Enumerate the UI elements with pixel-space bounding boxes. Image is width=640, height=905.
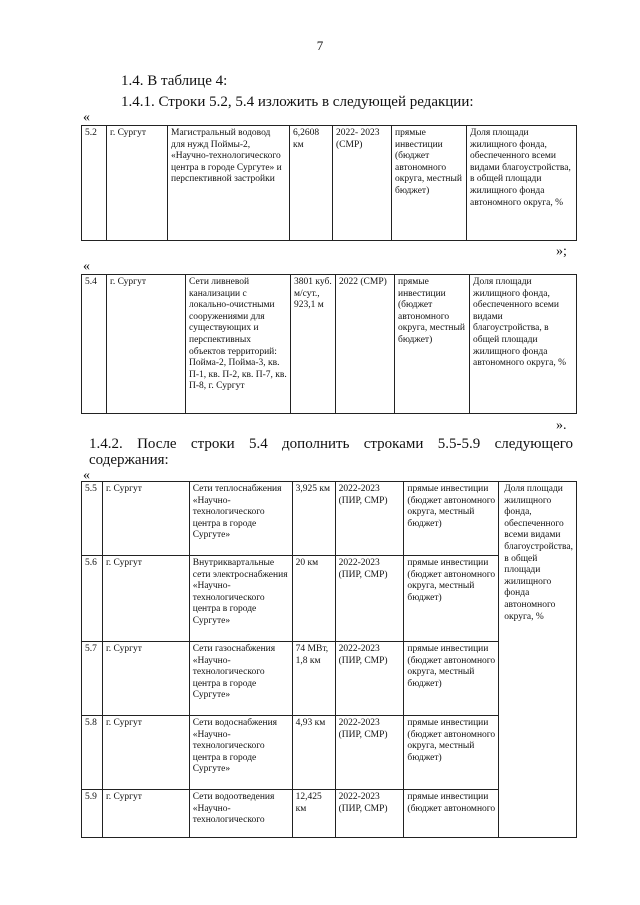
source-cell: прямые инвестиции (бюджет автономного округа, местный бюджет) <box>404 556 499 642</box>
indicator-cell: Доля площади жилищного фонда, обеспеченного всеми видами благоустройства, в общей площади жилищного фонда автономного округа, % <box>467 126 577 241</box>
source-cell: прямые инвестиции (бюджет автономного округа, местный бюджет) <box>404 642 499 716</box>
capacity-cell: 3801 куб. м/сут., 923,1 м <box>291 275 336 414</box>
row-number: 5.5 <box>82 482 103 556</box>
row-number: 5.9 <box>82 790 103 838</box>
period-cell: 2022-2023 (ПИР, СМР) <box>335 556 404 642</box>
subsection-heading: 1.4.1. Строки 5.2, 5.4 изложить в следующей редакции: <box>121 94 474 110</box>
table-row-5-2 <box>81 125 577 241</box>
paragraph-text: 1.4.2. После строки 5.4 дополнить строками 5.5-5.9 следующего <box>89 436 573 452</box>
period-cell: 2022- 2023 (СМР) <box>333 126 392 241</box>
period-cell: 2022 (СМР) <box>336 275 395 414</box>
city-cell: г. Сургут <box>102 642 189 716</box>
row-number: 5.4 <box>82 275 107 414</box>
capacity-cell: 74 МВт, 1,8 км <box>292 642 335 716</box>
capacity-cell: 6,2608 км <box>290 126 333 241</box>
city-cell: г. Сургут <box>107 275 186 414</box>
capacity-cell: 4,93 км <box>292 716 335 790</box>
open-quote: « <box>83 468 90 483</box>
source-cell: прямые инвестиции (бюджет автономного округа, местный бюджет) <box>404 482 499 556</box>
capacity-cell: 12,425 км <box>292 790 335 838</box>
row-number: 5.8 <box>82 716 103 790</box>
row-number: 5.6 <box>82 556 103 642</box>
city-cell: г. Сургут <box>107 126 168 241</box>
object-cell: Сети теплоснабжения «Научно-технологического центра в городе Сургуте» <box>189 482 292 556</box>
table-row <box>82 275 577 414</box>
object-cell: Сети ливневой канализации с локально-очистными сооружениями для существующих и перспективных объектов территорий: Пойма-2, Пойма-3, кв. П-1, кв. П-2, кв. П-7, кв. П-8, г. Сургут <box>186 275 291 414</box>
source-cell: прямые инвестиции (бюджет автономного <box>404 790 499 838</box>
table-rows-5-5-to-5-9 <box>81 481 577 838</box>
city-cell: г. Сургут <box>102 482 189 556</box>
source-cell: прямые инвестиции (бюджет автономного округа, местный бюджет) <box>395 275 470 414</box>
period-cell: 2022-2023 (ПИР, СМР) <box>335 642 404 716</box>
open-quote: « <box>83 259 90 274</box>
table-row-5-4 <box>81 274 577 414</box>
table-row <box>82 126 577 241</box>
table-row <box>82 482 577 556</box>
capacity-cell: 3,925 км <box>292 482 335 556</box>
indicator-cell: Доля площади жилищного фонда, обеспеченного всеми видами благоустройства, в общей площади жилищного фонда автономного округа, % <box>470 275 577 414</box>
period-cell: 2022-2023 (ПИР, СМР) <box>335 716 404 790</box>
period-cell: 2022-2023 (ПИР, СМР) <box>335 482 404 556</box>
period-cell: 2022-2023 (ПИР, СМР) <box>335 790 404 838</box>
source-cell: прямые инвестиции (бюджет автономного округа, местный бюджет) <box>404 716 499 790</box>
object-cell: Магистральный водовод для нужд Поймы-2, «Научно-технологического центра в городе Сургуте» и перспективной застройки <box>168 126 290 241</box>
open-quote: « <box>83 110 90 125</box>
object-cell: Сети водоотведения «Научно-технологического <box>189 790 292 838</box>
row-number: 5.7 <box>82 642 103 716</box>
paragraph-text-cont: содержания: <box>89 452 169 468</box>
city-cell: г. Сургут <box>102 556 189 642</box>
row-number: 5.2 <box>82 126 107 241</box>
page-number: 7 <box>316 38 324 53</box>
city-cell: г. Сургут <box>102 790 189 838</box>
close-quote-semicolon: »; <box>556 244 567 259</box>
capacity-cell: 20 км <box>292 556 335 642</box>
object-cell: Сети газоснабжения «Научно-технологического центра в городе Сургуте» <box>189 642 292 716</box>
source-cell: прямые инвестиции (бюджет автономного округа, местный бюджет) <box>392 126 467 241</box>
section-heading: 1.4. В таблице 4: <box>121 73 228 89</box>
city-cell: г. Сургут <box>102 716 189 790</box>
object-cell: Внутриквартальные сети электроснабжения «Научно-технологического центра в городе Сургуте» <box>189 556 292 642</box>
object-cell: Сети водоснабжения «Научно-технологического центра в городе Сургуте» <box>189 716 292 790</box>
close-quote-period: ». <box>556 418 567 433</box>
indicator-cell: Доля площади жилищного фонда, обеспеченного всеми видами благоустройства, в общей площади жилищного фонда автономного округа, % <box>499 482 577 838</box>
